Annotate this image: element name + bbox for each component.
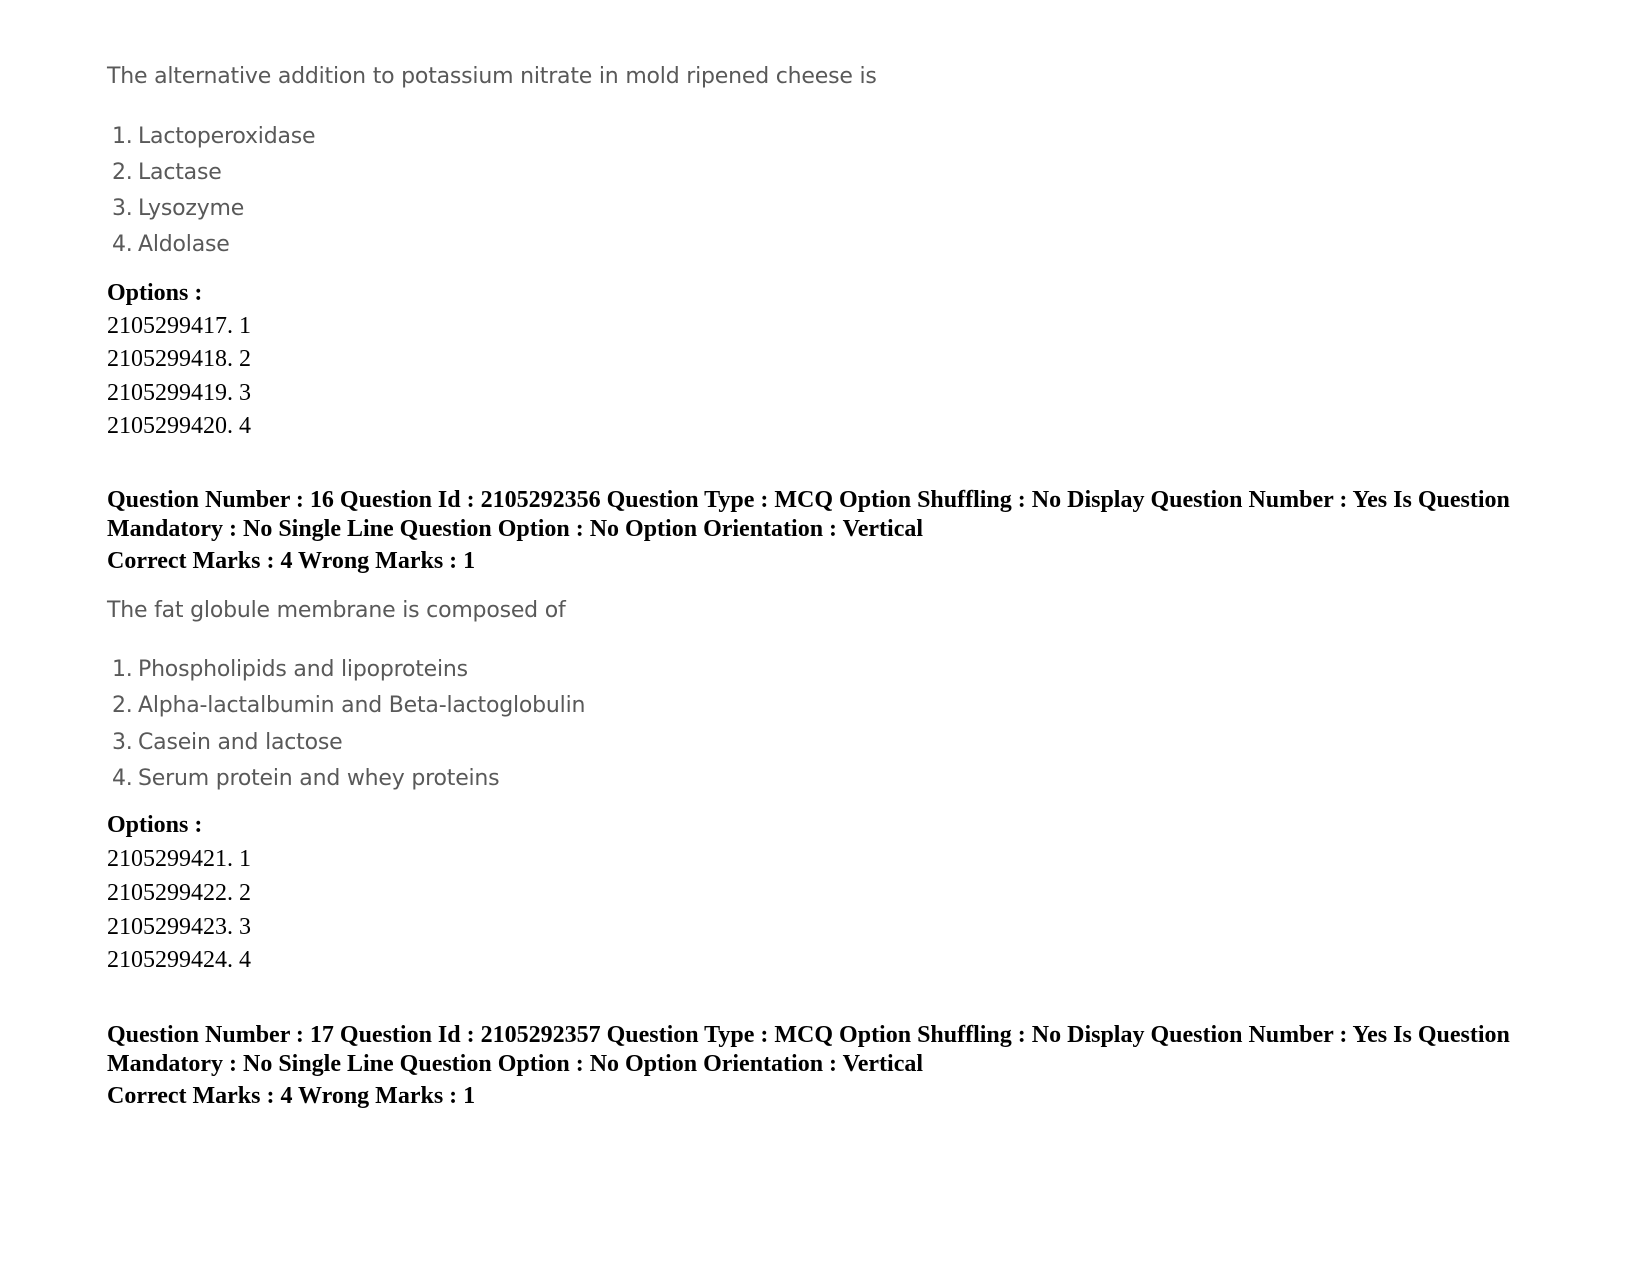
q16-options-heading: Options : xyxy=(107,812,203,838)
q15-choice-1 xyxy=(112,124,315,149)
q17-marks: Correct Marks : 4 Wrong Marks : 1 xyxy=(107,1083,476,1109)
q15-choice-1-text: Lactoperoxidase xyxy=(138,124,316,149)
q16-option-4: 2105299424. 4 xyxy=(107,947,251,973)
q16-choice-2-text: Alpha-lactalbumin and Beta-lactoglobulin xyxy=(138,693,586,718)
q16-choice-2 xyxy=(112,693,585,718)
q16-choice-1-number: 1. xyxy=(112,657,133,682)
q15-choice-4 xyxy=(112,232,230,257)
q16-option-2: 2105299422. 2 xyxy=(107,880,251,906)
q15-choice-2-text: Lactase xyxy=(138,160,222,185)
q15-option-1: 2105299417. 1 xyxy=(107,313,251,339)
q16-meta: Question Number : 16 Question Id : 2105292356 Question Type : MCQ Option Shuffling : No Display Question Number : Yes Is Question Mandatory : No Single Line Question Option : No Option Orientation : Vertical xyxy=(107,487,1510,542)
q16-option-1: 2105299421. 1 xyxy=(107,846,251,872)
q15-choice-3-text: Lysozyme xyxy=(138,196,245,221)
q16-marks: Correct Marks : 4 Wrong Marks : 1 xyxy=(107,548,476,574)
q16-choice-1 xyxy=(112,657,468,682)
q16-choice-1-text: Phospholipids and lipoproteins xyxy=(138,657,468,682)
q15-choice-2-number: 2. xyxy=(112,160,133,185)
q16-choice-3 xyxy=(112,730,342,755)
q16-choice-4 xyxy=(112,766,499,791)
q15-option-4: 2105299420. 4 xyxy=(107,413,251,439)
q15-choice-4-number: 4. xyxy=(112,232,133,257)
q17-meta: Question Number : 17 Question Id : 2105292357 Question Type : MCQ Option Shuffling : No Display Question Number : Yes Is Question Mandatory : No Single Line Question Option : No Option Orientation : Vertical xyxy=(107,1022,1510,1077)
q15-option-3: 2105299419. 3 xyxy=(107,380,251,406)
q16-choice-2-number: 2. xyxy=(112,693,133,718)
q15-choice-1-number: 1. xyxy=(112,124,133,149)
q16-choice-4-text: Serum protein and whey proteins xyxy=(138,766,500,791)
q15-choice-2 xyxy=(112,160,222,185)
q16-choice-3-text: Casein and lactose xyxy=(138,730,343,755)
q15-choice-3 xyxy=(112,196,244,221)
q16-choice-4-number: 4. xyxy=(112,766,133,791)
q15-choice-4-text: Aldolase xyxy=(138,232,230,257)
q15-question-text: The alternative addition to potassium nitrate in mold ripened cheese is xyxy=(107,64,877,89)
q16-option-3: 2105299423. 3 xyxy=(107,914,251,940)
q15-options-heading: Options : xyxy=(107,280,203,306)
q16-choice-3-number: 3. xyxy=(112,730,133,755)
q15-option-2: 2105299418. 2 xyxy=(107,346,251,372)
q16-question-text: The fat globule membrane is composed of xyxy=(107,598,566,623)
q15-choice-3-number: 3. xyxy=(112,196,133,221)
